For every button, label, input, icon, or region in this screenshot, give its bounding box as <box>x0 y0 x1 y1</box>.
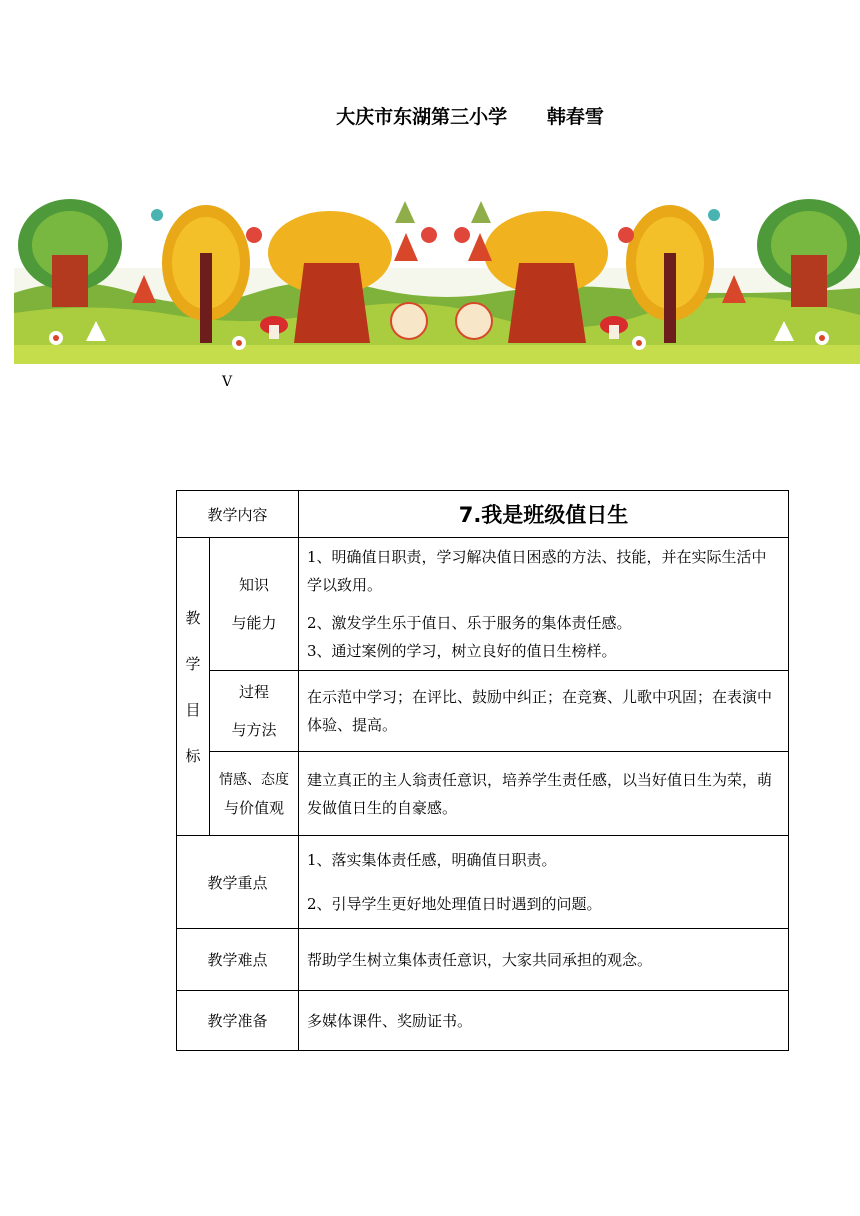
teacher-name: 韩春雪 <box>546 106 604 128</box>
table-row <box>177 671 789 752</box>
preparation-label: 教学准备 <box>177 991 299 1051</box>
preparation: 多媒体课件、奖励证书。 <box>299 991 789 1051</box>
stray-mark: V <box>222 374 233 390</box>
lesson-title: 7.我是班级值日生 <box>299 491 789 538</box>
table-row <box>177 929 789 991</box>
list-item: 3、通过案例的学习，树立良好的值日生榜样。 <box>307 642 617 660</box>
key-points-label: 教学重点 <box>177 836 299 929</box>
difficulties-label: 教学难点 <box>177 929 299 991</box>
table-row <box>177 752 789 836</box>
table-row <box>177 836 789 929</box>
table-row <box>177 491 789 538</box>
emotion-label: 情感、态度 与价值观 <box>210 752 299 836</box>
list-item: 2、引导学生更好地处理值日时遇到的问题。 <box>307 895 602 913</box>
content-label: 教学内容 <box>177 491 299 538</box>
process-goals: 在示范中学习；在评比、鼓励中纠正；在竞赛、儿歌中巩固；在表演中体验、提高。 <box>299 671 789 752</box>
goals-label: 教 学 目 标 <box>177 538 210 836</box>
list-item: 1、落实集体责任感，明确值日职责。 <box>307 851 557 869</box>
knowledge-goals <box>299 538 789 671</box>
forest-banner-illustration <box>14 193 860 364</box>
key-points <box>299 836 789 929</box>
process-label: 过程 与方法 <box>210 671 299 752</box>
list-item: 2、激发学生乐于值日、乐于服务的集体责任感。 <box>307 614 632 632</box>
knowledge-label: 知识 与能力 <box>210 538 299 671</box>
emotion-goals: 建立真正的主人翁责任意识，培养学生责任感，以当好值日生为荣，萌发做值日生的自豪感。 <box>299 752 789 836</box>
table-row <box>177 991 789 1051</box>
lesson-plan-table <box>176 490 789 1051</box>
school-name: 大庆市东湖第三小学 <box>336 106 508 128</box>
list-item: 1、明确值日职责，学习解决值日困惑的方法、技能，并在实际生活中学以致用。 <box>307 548 767 594</box>
difficulties: 帮助学生树立集体责任意识，大家共同承担的观念。 <box>299 929 789 991</box>
page-header <box>0 102 860 129</box>
table-row <box>177 538 789 671</box>
